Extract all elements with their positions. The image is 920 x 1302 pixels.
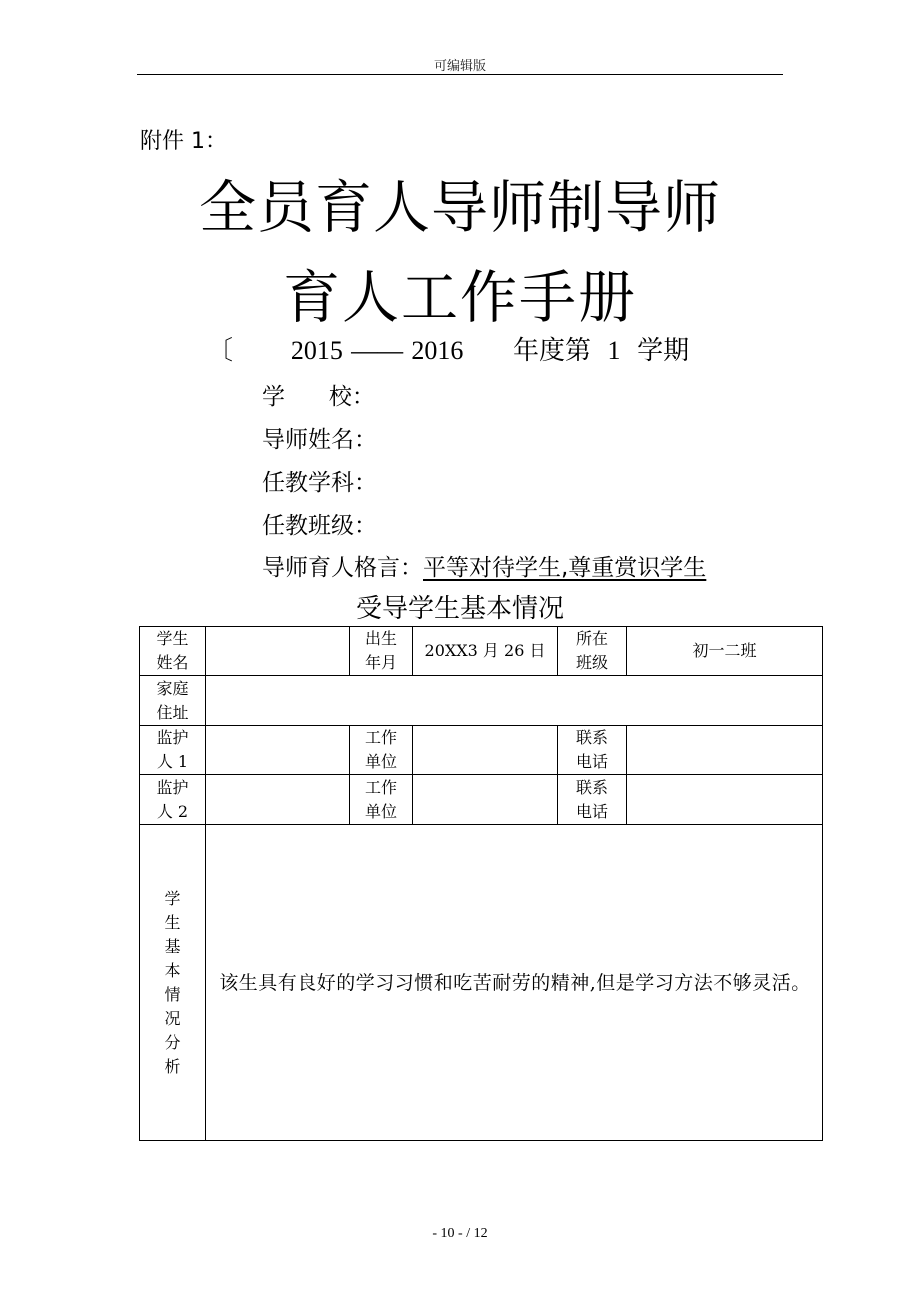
- field-subject: 任教学科：: [262, 470, 377, 496]
- guardian2-value: [206, 775, 350, 825]
- year-start: 2015: [290, 336, 343, 365]
- table-title: 受导学生基本情况: [355, 594, 564, 624]
- guardian2-phone-value: [627, 775, 823, 825]
- birth-value: 20XX3 月 26 日: [413, 627, 558, 676]
- motto-label: 导师育人格言：: [262, 555, 423, 581]
- address-label: 家庭住址: [156, 678, 189, 722]
- page-header: 可编辑版: [433, 59, 486, 74]
- year-dash: ——: [351, 336, 404, 365]
- birth-label-cell: [350, 627, 413, 676]
- guardian1-work-value: [413, 726, 558, 775]
- guardian2-work-label: 工作单位: [364, 777, 397, 821]
- guardian2-work-value: [413, 775, 558, 825]
- page-number: - 10 - / 12: [432, 1226, 488, 1241]
- guardian1-phone-label: 联系电话: [575, 728, 608, 771]
- guardian1-label-cell: [140, 726, 206, 775]
- term-line: [207, 330, 689, 367]
- class-label-cell: [558, 627, 627, 676]
- guardian1-phone-value: [627, 726, 823, 775]
- motto-value: 平等对待学生,尊重赏识学生: [423, 555, 707, 581]
- guardian1-phone-label-cell: [558, 726, 627, 775]
- field-mentor-name: 导师姓名：: [262, 427, 377, 453]
- student-info-table: [139, 626, 823, 1141]
- address-label-cell: [140, 676, 206, 726]
- attachment-label: 附件 1：: [140, 129, 227, 154]
- class-value: 初一二班: [627, 627, 823, 676]
- address-value: [206, 676, 823, 726]
- student-name-label: 学生姓名: [156, 629, 189, 672]
- field-school: 学 校：: [262, 384, 375, 410]
- title-line-1: 全员育人导师制导师: [199, 175, 721, 241]
- title-line-2: 育人工作手册: [283, 265, 637, 331]
- guardian2-phone-label-cell: [558, 775, 627, 825]
- mentor-motto: [262, 549, 706, 582]
- student-name-label-cell: [140, 627, 206, 676]
- analysis-label-cell: [140, 825, 206, 1141]
- analysis-label: 学生基本情况分析: [164, 888, 181, 1076]
- guardian2-label-cell: [140, 775, 206, 825]
- guardian2-work-label-cell: [350, 775, 413, 825]
- birth-label: 出生年月: [364, 629, 397, 672]
- guardian1-work-label: 工作单位: [364, 728, 397, 771]
- guardian1-label: 监护人 1: [156, 728, 189, 771]
- student-name-value: [206, 627, 350, 676]
- class-label: 所在班级: [575, 629, 608, 672]
- year-label: 年度第: [513, 336, 592, 366]
- open-bracket: 〔: [207, 336, 234, 366]
- term-label: 学期: [637, 336, 690, 366]
- guardian2-label: 监护人 2: [156, 777, 189, 821]
- header-divider: [137, 74, 783, 75]
- guardian1-work-label-cell: [350, 726, 413, 775]
- guardian2-phone-label: 联系电话: [575, 777, 608, 821]
- term-number: 1: [607, 336, 621, 365]
- year-end: 2016: [411, 336, 464, 365]
- analysis-text: 该生具有良好的学习习惯和吃苦耐劳的精神,但是学习方法不够灵活。: [206, 825, 823, 1141]
- field-class: 任教班级：: [262, 513, 377, 539]
- guardian1-value: [206, 726, 350, 775]
